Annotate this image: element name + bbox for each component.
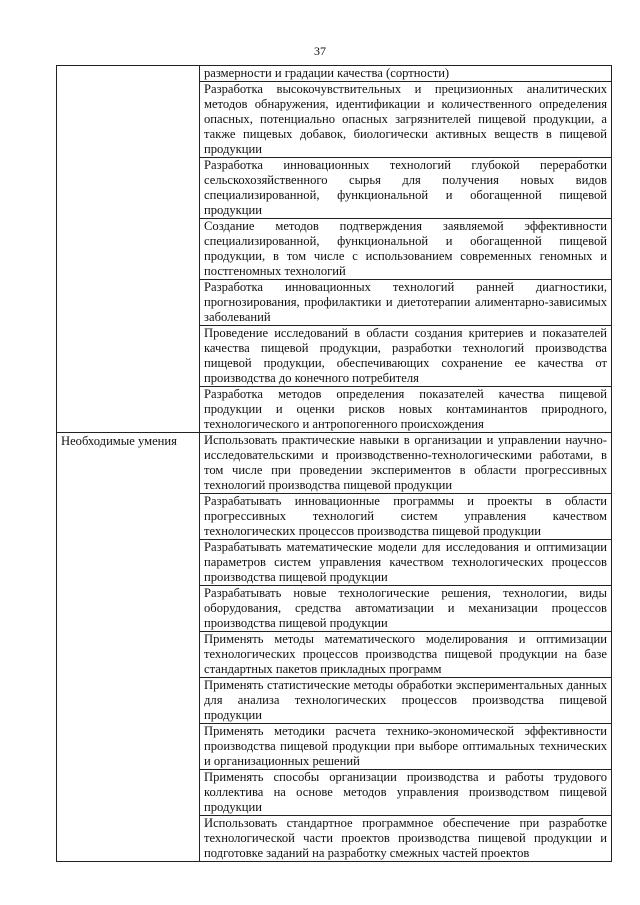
requirement-text: Разрабатывать математические модели для исследования и оптимизации параметров систем управления качеством технологических процессов производства пищевой продукции	[200, 540, 612, 586]
table-row	[57, 66, 612, 82]
table-row	[57, 433, 612, 494]
requirement-text: Применять способы организации производства и работы трудового коллектива на основе методов управления производством пищевой продукции	[200, 770, 612, 816]
section-label-cell	[57, 66, 200, 433]
requirement-text: Использовать стандартное программное обеспечение при разработке технологической части проектов производства пищевой продукции и подготовке заданий на разработку смежных частей проектов	[200, 816, 612, 862]
requirement-text: Применять статистические методы обработки экспериментальных данных для анализа технологических процессов производства пищевой продукции	[200, 678, 612, 724]
section-label: Необходимые умения	[61, 434, 177, 448]
requirement-text: Разработка высокочувствительных и прецизионных аналитических методов обнаружения, идентификации и количественного определения опасных, потенциально опасных загрязнителей пищевой продукции, а также пищевых добавок, биологически активных веществ в пищевой продукции	[200, 82, 612, 158]
requirements-table	[56, 65, 612, 862]
requirement-text: Применять методики расчета технико-экономической эффективности производства пищевой продукции при выборе оптимальных технических и организационных решений	[200, 724, 612, 770]
requirement-text: Разработка инновационных технологий ранней диагностики, прогнозирования, профилактики и диетотерапии алиментарно-зависимых заболеваний	[200, 280, 612, 326]
section-label	[61, 66, 195, 67]
requirement-text: размерности и градации качества (сортности)	[200, 66, 612, 82]
requirement-text: Применять методы математического моделирования и оптимизации технологических процессов производства пищевой продукции на базе стандартных пакетов прикладных программ	[200, 632, 612, 678]
requirement-text: Разрабатывать новые технологические решения, технологии, виды оборудования, средства автоматизации и механизации процессов производства пищевой продукции	[200, 586, 612, 632]
page-number: 37	[314, 44, 326, 58]
requirement-text: Проведение исследований в области создания критериев и показателей качества пищевой продукции, разработки технологий производства пищевой продукции, обеспечивающих сохранение ее качества от производства до конечного потребителя	[200, 326, 612, 387]
requirement-text: Разработка инновационных технологий глубокой переработки сельскохозяйственного сырья для получения новых видов специализированной, функциональной и обогащенной пищевой продукции	[200, 158, 612, 219]
requirement-text: Создание методов подтверждения заявляемой эффективности специализированной, функциональной и обогащенной пищевой продукции, в том числе с использованием современных геномных и постгеномных технологий	[200, 219, 612, 280]
table-body	[57, 66, 612, 862]
section-label-cell	[57, 433, 200, 862]
requirement-text: Использовать практические навыки в организации и управлении научно-исследовательскими и производственно-технологическими работами, в том числе при проведении экспериментов в области прогрессивных технологий производства пищевой продукции	[200, 433, 612, 494]
requirement-text: Разрабатывать инновационные программы и проекты в области прогрессивных технологий систем управления качеством технологических процессов производства пищевой продукции	[200, 494, 612, 540]
requirement-text: Разработка методов определения показателей качества пищевой продукции и оценки рисков новых контаминантов природного, технологического и антропогенного происхождения	[200, 387, 612, 433]
